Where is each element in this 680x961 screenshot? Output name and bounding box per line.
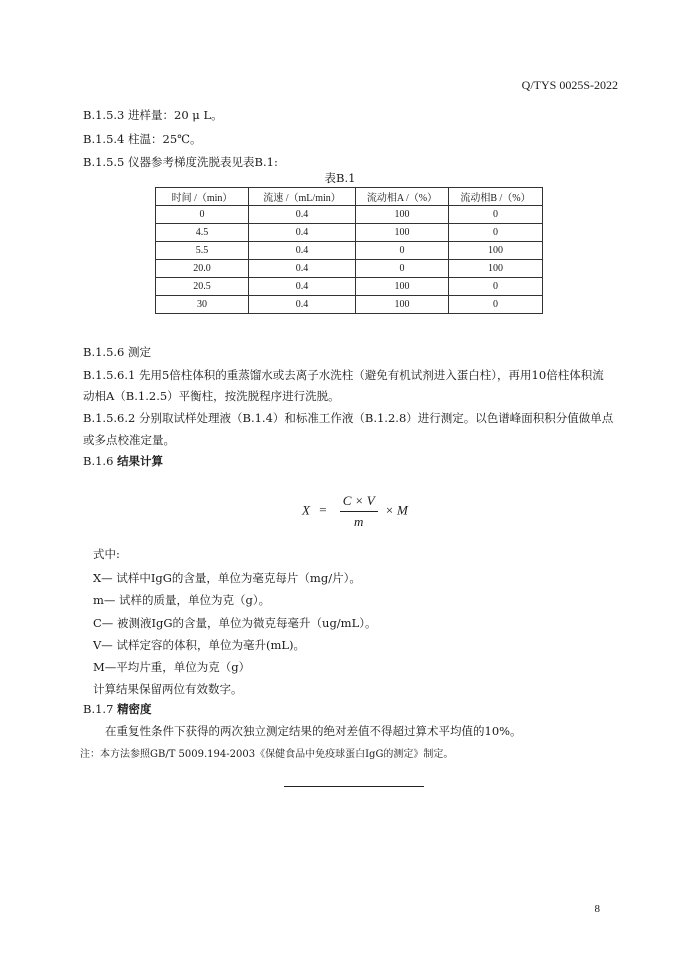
table-cell: 0	[449, 278, 543, 296]
table-cell: 0.4	[249, 206, 356, 224]
column-header-phase-b: 流动相B /（%）	[449, 188, 543, 206]
table-cell: 20.5	[156, 278, 249, 296]
table-cell: 0.4	[249, 296, 356, 314]
table-cell: 4.5	[156, 224, 249, 242]
result-formula	[302, 493, 408, 530]
table-cell: 0	[449, 224, 543, 242]
table-row	[156, 296, 543, 314]
clause-b1562-line1: B.1.5.6.2 分别取试样处理液（B.1.4）和标准工作液（B.1.2.8）进行测定。以色谱峰面积积分值做单点	[83, 411, 614, 425]
table-cell: 100	[449, 242, 543, 260]
gradient-table	[155, 187, 543, 314]
page-number: 8	[594, 903, 600, 915]
formula-denominator: m	[354, 514, 364, 529]
table-cell: 0	[449, 206, 543, 224]
footnote: 注：本方法参照GB/T 5009.194-2003《保健食品中免疫球蛋白IgG的测定》制定。	[80, 749, 454, 760]
table-row	[156, 260, 543, 278]
table-caption: 表B.1	[324, 171, 356, 185]
formula-numerator: C × V	[340, 493, 378, 512]
where-label: 式中:	[93, 547, 120, 561]
section-number: B.1.7	[83, 702, 114, 716]
clause-b156-title: B.1.5.6 测定	[83, 345, 152, 359]
clause-b1562-line2: 或多点校准定量。	[83, 433, 175, 447]
definition-v: V— 试样定容的体积，单位为毫升(mL)。	[93, 638, 305, 652]
document-id-header: Q/TYS 0025S-2022	[521, 78, 618, 92]
table-cell: 0.4	[249, 278, 356, 296]
clause-b1561-line1: B.1.5.6.1 先用5倍柱体积的重蒸馏水或去离子水洗柱（避免有机试剂进入蛋白柱），再用10倍柱体积流	[83, 368, 604, 382]
end-rule	[284, 786, 424, 787]
formula-equals: =	[319, 502, 327, 518]
table-row	[156, 242, 543, 260]
table-cell: 100	[356, 296, 449, 314]
section-b17-heading	[83, 701, 152, 717]
formula-lhs: X	[302, 502, 310, 518]
table-header-row	[156, 188, 543, 206]
table-row	[156, 278, 543, 296]
result-note: 计算结果保留两位有效数字。	[93, 682, 243, 696]
table-cell: 0.4	[249, 242, 356, 260]
clause-b155: B.1.5.5 仪器参考梯度洗脱表见表B.1:	[83, 155, 278, 169]
formula-fraction	[340, 493, 378, 530]
section-title: 精密度	[117, 702, 152, 716]
table-cell: 30	[156, 296, 249, 314]
table-cell: 0	[356, 242, 449, 260]
precision-text: 在重复性条件下获得的两次独立测定结果的绝对差值不得超过算术平均值的10%。	[105, 724, 522, 738]
definition-c: C— 被测液IgG的含量，单位为微克每毫升（ug/mL）。	[93, 616, 377, 630]
column-header-flow-rate: 流速 /（mL/min）	[249, 188, 356, 206]
table-row	[156, 224, 543, 242]
table-cell: 20.0	[156, 260, 249, 278]
table-cell: 0.4	[249, 224, 356, 242]
column-header-phase-a: 流动相A /（%）	[356, 188, 449, 206]
definition-x: X— 试样中IgG的含量，单位为毫克每片（mg/片）。	[93, 571, 361, 585]
table-row	[156, 206, 543, 224]
definition-m: m— 试样的质量，单位为克（g）。	[93, 593, 271, 607]
table-cell: 100	[356, 206, 449, 224]
section-b16-heading	[83, 453, 163, 469]
table-cell: 100	[356, 224, 449, 242]
table-cell: 0	[356, 260, 449, 278]
section-number: B.1.6	[83, 454, 114, 468]
table-cell: 0	[449, 296, 543, 314]
column-header-time: 时间 /（min）	[156, 188, 249, 206]
table-cell: 100	[356, 278, 449, 296]
table-cell: 0.4	[249, 260, 356, 278]
definition-big-m: M—平均片重，单位为克（g）	[93, 660, 251, 674]
formula-multiplier: × M	[384, 502, 408, 518]
table-cell: 5.5	[156, 242, 249, 260]
table-cell: 0	[156, 206, 249, 224]
clause-b153: B.1.5.3 进样量：20 μ L。	[83, 108, 223, 122]
clause-b1561-line2: 动相A（B.1.2.5）平衡柱，按洗脱程序进行洗脱。	[83, 389, 340, 403]
section-title: 结果计算	[117, 454, 164, 468]
clause-b154: B.1.5.4 柱温：25℃。	[83, 132, 202, 146]
table-cell: 100	[449, 260, 543, 278]
